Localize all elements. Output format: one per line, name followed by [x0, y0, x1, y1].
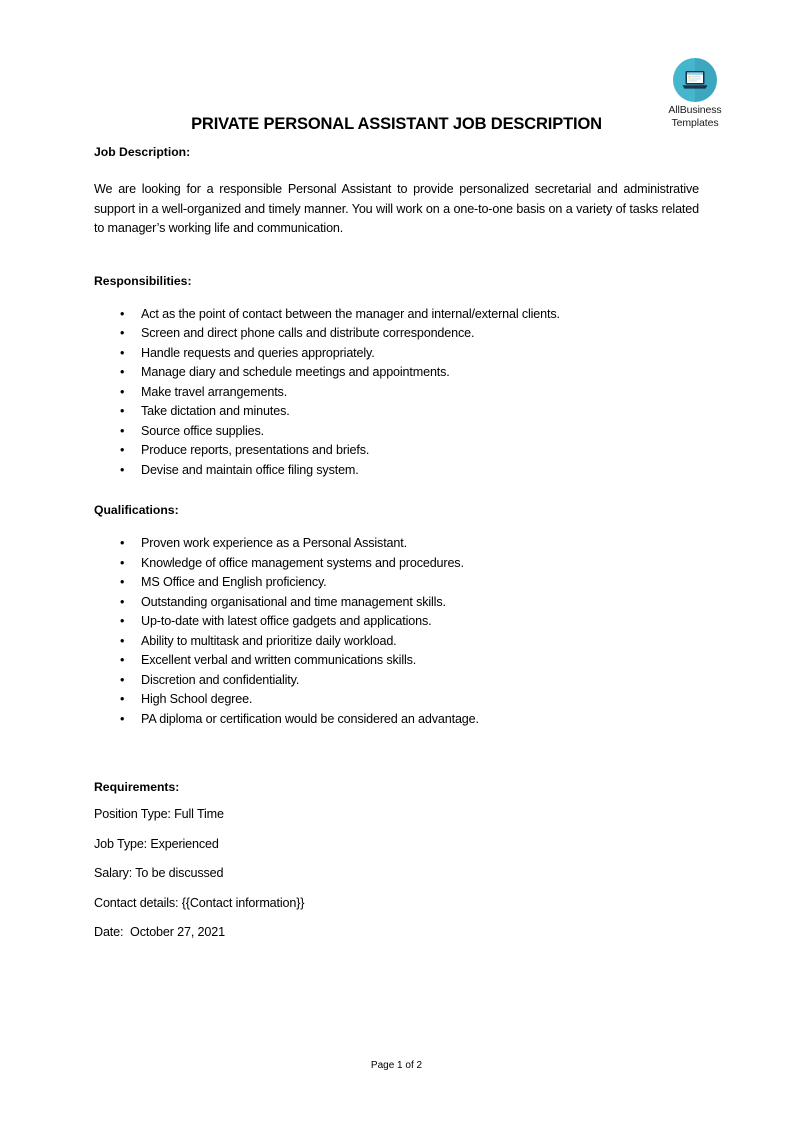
- responsibility-item: [94, 461, 699, 481]
- job-description-paragraph: We are looking for a responsible Personal Assistant to provide personalized secretarial and administrative support in a well-organized and timely manner. You will work on a one-to-one basis on a variety of tasks related to manager’s working life and communication.: [94, 182, 699, 235]
- qualification-item: [94, 593, 699, 613]
- bullet-icon: •: [120, 575, 125, 589]
- spacer: [94, 913, 699, 923]
- bullet-icon: •: [120, 306, 125, 321]
- logo-text-line2: Templates: [671, 116, 719, 129]
- requirement-line: Salary: To be discussed: [94, 866, 224, 880]
- qualification-item: [94, 554, 699, 574]
- bullet-icon: •: [120, 633, 125, 648]
- bullet-icon: •: [120, 384, 125, 399]
- requirement-line: Job Type: Experienced: [94, 836, 219, 851]
- logo-text-line1: AllBusiness: [668, 104, 722, 116]
- bullet-icon: •: [120, 345, 125, 360]
- responsibility-item: [94, 344, 699, 364]
- responsibility-item: [94, 402, 699, 422]
- bullet-icon: •: [120, 711, 125, 726]
- qualification-item-label: PA diploma or certification would be considered an advantage.: [141, 711, 479, 726]
- requirement-line: Position Type: Full Time: [94, 807, 224, 821]
- responsibility-item: [94, 305, 699, 325]
- responsibility-item-label: Devise and maintain office filing system.: [141, 462, 359, 477]
- qualifications-heading: Qualifications:: [94, 503, 179, 517]
- qualification-item-label: MS Office and English proficiency.: [141, 575, 327, 589]
- qualification-item: [94, 690, 699, 710]
- qualification-item: [94, 534, 699, 554]
- qualification-item: [94, 671, 699, 691]
- bullet-icon: •: [120, 423, 125, 438]
- spacer: [94, 854, 699, 864]
- qualification-item-label: Proven work experience as a Personal Assistant.: [141, 536, 407, 550]
- responsibility-item-label: Make travel arrangements.: [141, 384, 288, 399]
- requirements-heading: Requirements:: [94, 780, 180, 794]
- document-title: PRIVATE PERSONAL ASSISTANT JOB DESCRIPTION: [191, 115, 602, 133]
- qualification-item: [94, 710, 699, 730]
- qualification-item-label: Ability to multitask and prioritize daily workload.: [141, 633, 397, 648]
- bullet-icon: •: [120, 614, 125, 628]
- requirements-lines: [94, 805, 699, 943]
- job-description-heading: Job Description:: [94, 145, 191, 159]
- requirement-line: Contact details: {{Contact information}}: [94, 895, 305, 910]
- requirement-line: Date: October 27, 2021: [94, 925, 225, 939]
- responsibility-item-label: Source office supplies.: [141, 423, 265, 438]
- qualification-item-label: Excellent verbal and written communications skills.: [141, 653, 417, 667]
- responsibility-item-label: Act as the point of contact between the manager and internal/external clients.: [141, 306, 560, 321]
- bullet-icon: •: [120, 594, 125, 609]
- responsibility-item: [94, 422, 699, 442]
- responsibilities-list: [94, 305, 699, 481]
- qualification-item: [94, 651, 699, 671]
- bullet-icon: •: [120, 462, 125, 477]
- bullet-icon: •: [120, 365, 125, 379]
- responsibility-item-label: Take dictation and minutes.: [141, 404, 290, 418]
- bullet-icon: •: [120, 653, 125, 667]
- qualification-item-label: Outstanding organisational and time management skills.: [141, 594, 446, 609]
- document-body: [94, 0, 699, 943]
- qualification-item: [94, 632, 699, 652]
- bullet-icon: •: [120, 555, 125, 570]
- bullet-icon: •: [120, 536, 125, 550]
- bullet-icon: •: [120, 672, 125, 687]
- qualification-item: [94, 573, 699, 593]
- responsibility-item: [94, 324, 699, 344]
- qualification-item-label: Knowledge of office management systems and procedures.: [141, 555, 464, 570]
- bullet-icon: •: [120, 692, 125, 706]
- qualification-item-label: Up-to-date with latest office gadgets and applications.: [141, 614, 432, 628]
- responsibilities-heading: Responsibilities:: [94, 273, 192, 288]
- qualification-item: [94, 612, 699, 632]
- responsibility-item-label: Manage diary and schedule meetings and appointments.: [141, 365, 450, 379]
- qualifications-list: [94, 534, 699, 729]
- responsibility-item: [94, 441, 699, 461]
- page-footer: Page 1 of 2: [370, 1060, 423, 1071]
- bullet-icon: •: [120, 443, 125, 457]
- responsibility-item: [94, 383, 699, 403]
- spacer: [94, 825, 699, 835]
- spacer: [94, 884, 699, 894]
- qualification-item-label: Discretion and confidentiality.: [141, 672, 300, 687]
- responsibility-item: [94, 363, 699, 383]
- bullet-icon: •: [120, 404, 125, 418]
- bullet-icon: •: [120, 326, 125, 340]
- qualification-item-label: High School degree.: [141, 692, 253, 706]
- responsibility-item-label: Screen and direct phone calls and distribute correspondence.: [141, 326, 475, 340]
- responsibility-item-label: Handle requests and queries appropriately.: [141, 345, 375, 360]
- responsibility-item-label: Produce reports, presentations and briefs.: [141, 443, 370, 457]
